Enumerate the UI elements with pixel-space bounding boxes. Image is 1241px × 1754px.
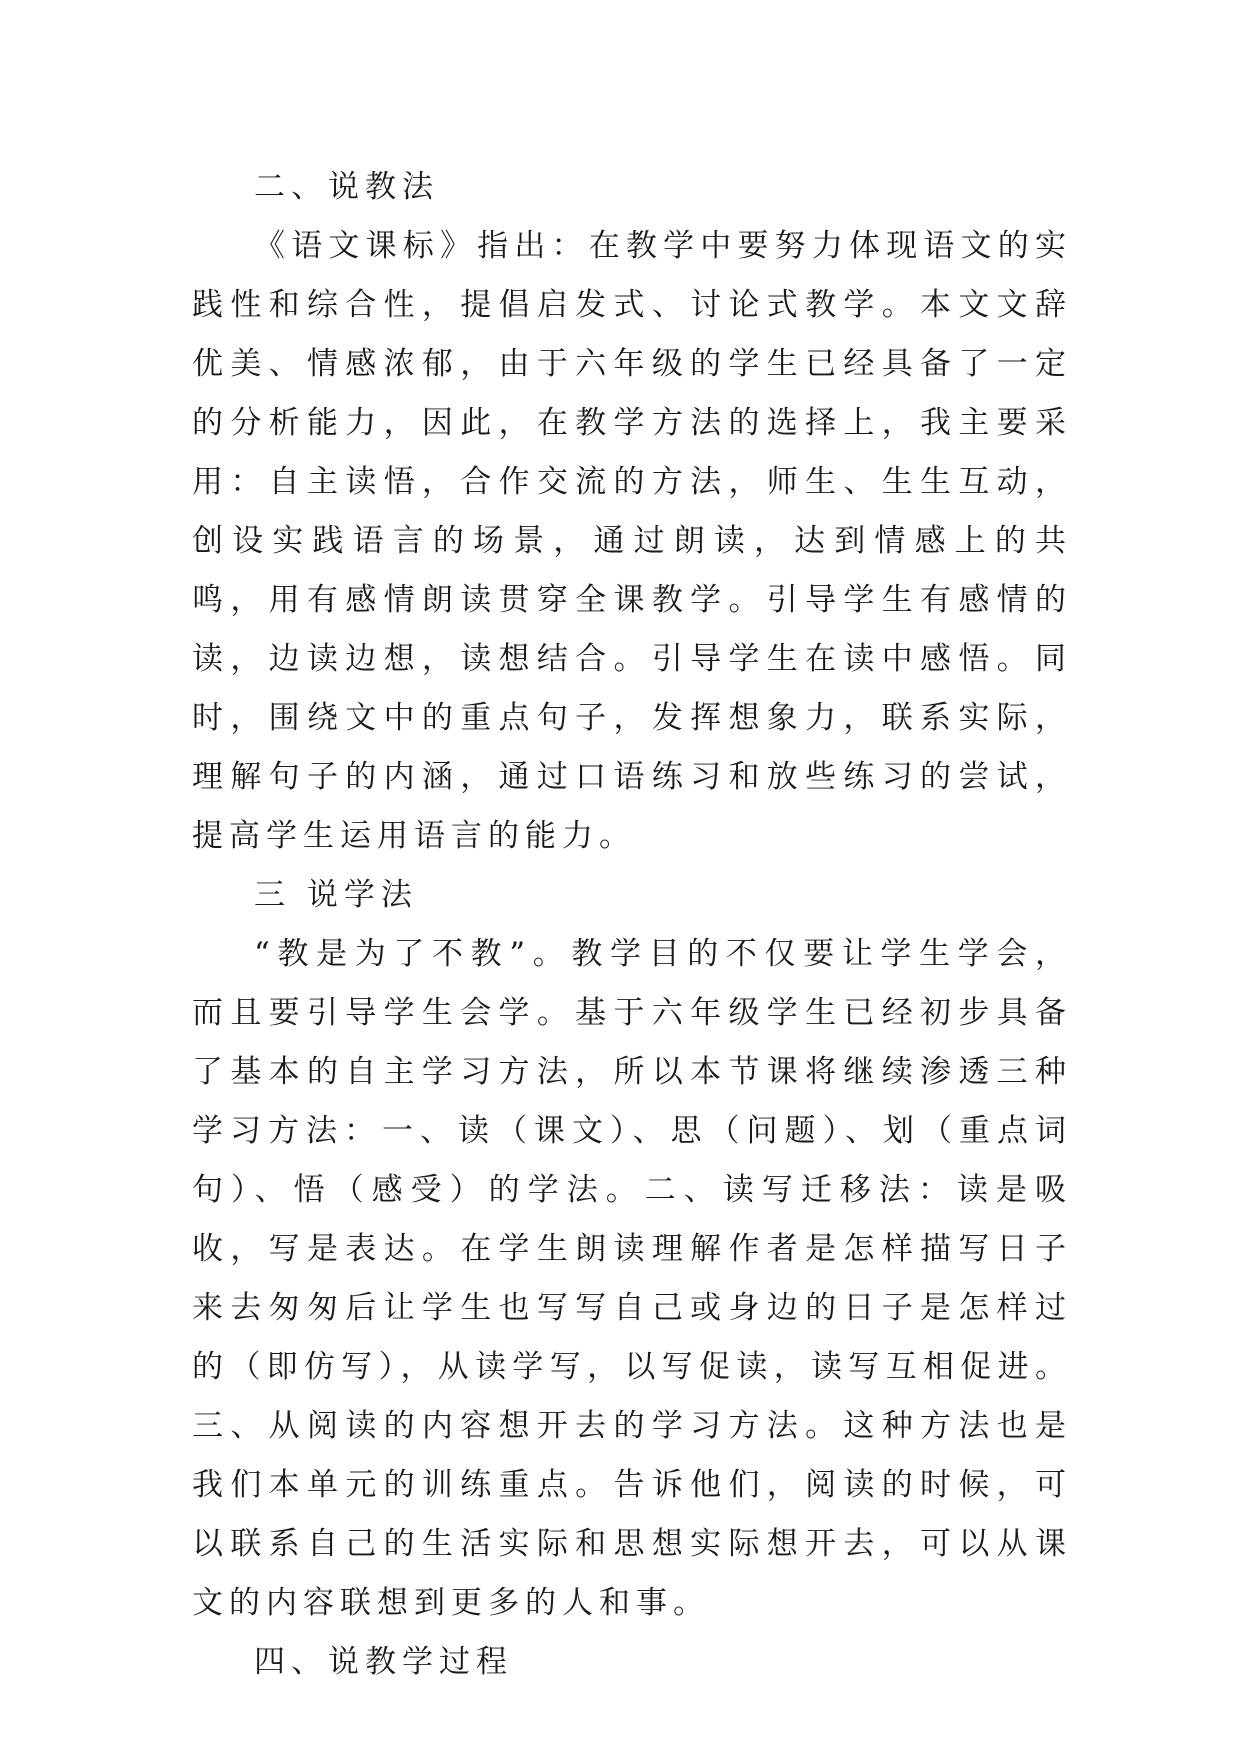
section-heading-learning-method: 三 说学法 [254, 877, 418, 913]
paragraph-learning-method: “教是为了不教”。教学目的不仅要让学生学会，而且要引导学生会学。基于六年级学生已经初步具备了基本的自主学习方法，所以本节课将继续渗透三种学习方法：一、读（课文）、思（问题）、划（重点词句）、悟（感受）的学法。二、读写迁移法：读是吸收，写是表达。在学生朗读理解作者是怎样描写日子来去匆匆后让学生也写写自己或身边的日子是怎样过的（即仿写），从读学写，以写促读，读写互相促进。三、从阅读的内容想开去的学习方法。这种方法也是我们本单元的训练重点。告诉他们，阅读的时候，可以联系自己的生活实际和思想实际想开去，可以从课文的内容联想到更多的人和事。 [192, 936, 1072, 1621]
section-heading-teaching-method: 二、说教法 [254, 169, 439, 205]
document-body [192, 158, 1072, 1692]
paragraph-teaching-method: 《语文课标》指出：在教学中要努力体现语文的实践性和综合性，提倡启发式、讨论式教学。本文文辞优美、情感浓郁，由于六年级的学生已经具备了一定的分析能力，因此，在教学方法的选择上，我主要采用：自主读悟，合作交流的方法，师生、生生互动，创设实践语言的场景，通过朗读，达到情感上的共鸣，用有感情朗读贯穿全课教学。引导学生有感情的读，边读边想，读想结合。引导学生在读中感悟。同时，围绕文中的重点句子，发挥想象力，联系实际，理解句子的内涵，通过口语练习和放些练习的尝试，提高学生运用语言的能力。 [192, 228, 1072, 854]
section-heading-teaching-process: 四、说教学过程 [254, 1644, 513, 1680]
